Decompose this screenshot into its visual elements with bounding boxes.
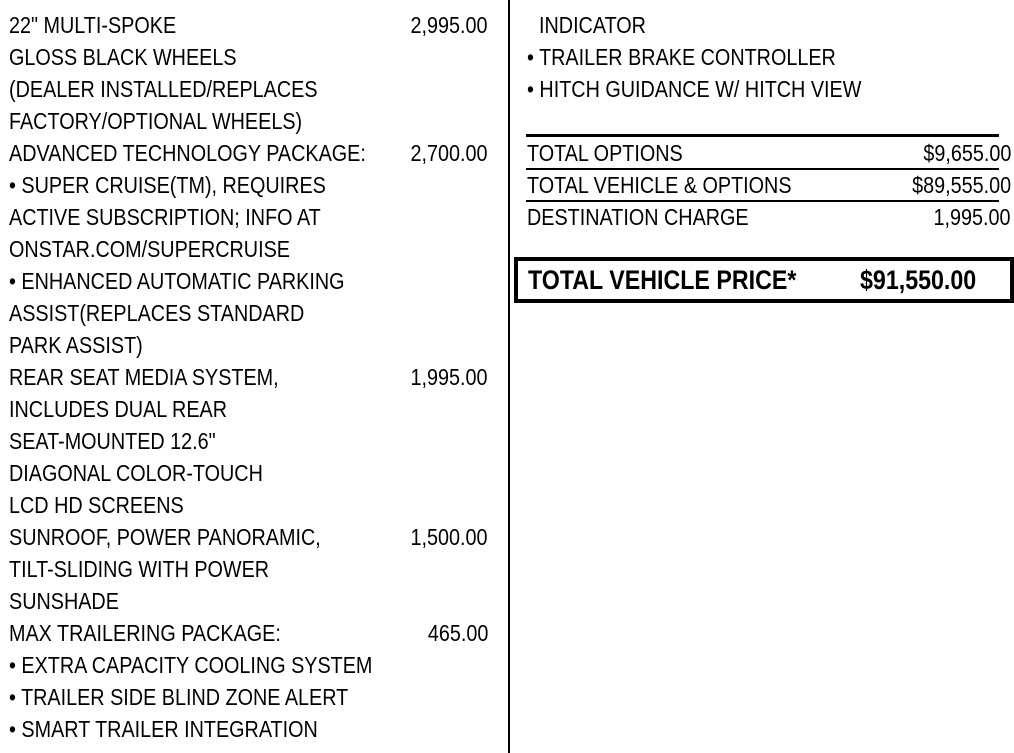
option-line: • HITCH GUIDANCE W/ HITCH VIEW — [527, 76, 862, 102]
summary-value: $9,655.00 — [922, 140, 1011, 166]
option-line: ONSTAR.COM/SUPERCRUISE — [9, 236, 290, 262]
option-line: ADVANCED TECHNOLOGY PACKAGE: — [9, 140, 366, 166]
option-line: FACTORY/OPTIONAL WHEELS) — [9, 108, 303, 134]
option-line: • SUPER CRUISE(TM), REQUIRES — [9, 172, 326, 198]
summary-value: 1,995.00 — [934, 204, 1011, 230]
option-line: (DEALER INSTALLED/REPLACES — [9, 76, 318, 102]
option-line: • TRAILER SIDE BLIND ZONE ALERT — [9, 684, 349, 710]
option-line: SEAT-MOUNTED 12.6" — [9, 428, 216, 454]
option-line: LCD HD SCREENS — [9, 492, 184, 518]
option-line: ACTIVE SUBSCRIPTION; INFO AT — [9, 204, 321, 230]
summary-label: TOTAL OPTIONS — [527, 140, 683, 166]
total-vehicle-price-label: TOTAL VEHICLE PRICE* — [528, 265, 797, 295]
option-line: • EXTRA CAPACITY COOLING SYSTEM — [9, 652, 373, 678]
summary-column — [510, 0, 1011, 753]
option-price: 1,500.00 — [411, 524, 488, 550]
option-line: REAR SEAT MEDIA SYSTEM, — [9, 364, 279, 390]
option-line: DIAGONAL COLOR-TOUCH — [9, 460, 263, 486]
option-line: • SMART TRAILER INTEGRATION — [9, 716, 318, 742]
option-line: 22" MULTI-SPOKE — [9, 12, 177, 38]
option-price: 465.00 — [427, 620, 488, 646]
option-line: PARK ASSIST) — [9, 332, 143, 358]
summary-label: DESTINATION CHARGE — [527, 204, 749, 230]
option-line: SUNROOF, POWER PANORAMIC, — [9, 524, 321, 550]
option-price: 2,995.00 — [411, 12, 488, 38]
option-line: ASSIST(REPLACES STANDARD — [9, 300, 305, 326]
option-line: • TRAILER BRAKE CONTROLLER — [527, 44, 836, 70]
option-price: 2,700.00 — [411, 140, 488, 166]
option-line: TILT-SLIDING WITH POWER — [9, 556, 270, 582]
summary-label: TOTAL VEHICLE & OPTIONS — [527, 172, 792, 198]
option-price: 1,995.00 — [411, 364, 488, 390]
option-line: • ENHANCED AUTOMATIC PARKING — [9, 268, 345, 294]
summary-value: $89,555.00 — [911, 172, 1011, 198]
total-vehicle-price-value: $91,550.00 — [860, 265, 977, 295]
total-vehicle-price-box — [514, 257, 1014, 303]
option-line: GLOSS BLACK WHEELS — [9, 44, 237, 70]
option-line: INCLUDES DUAL REAR — [9, 396, 227, 422]
option-line: INDICATOR — [539, 12, 646, 38]
option-line: SUNSHADE — [9, 588, 119, 614]
option-line: MAX TRAILERING PACKAGE: — [9, 620, 281, 646]
